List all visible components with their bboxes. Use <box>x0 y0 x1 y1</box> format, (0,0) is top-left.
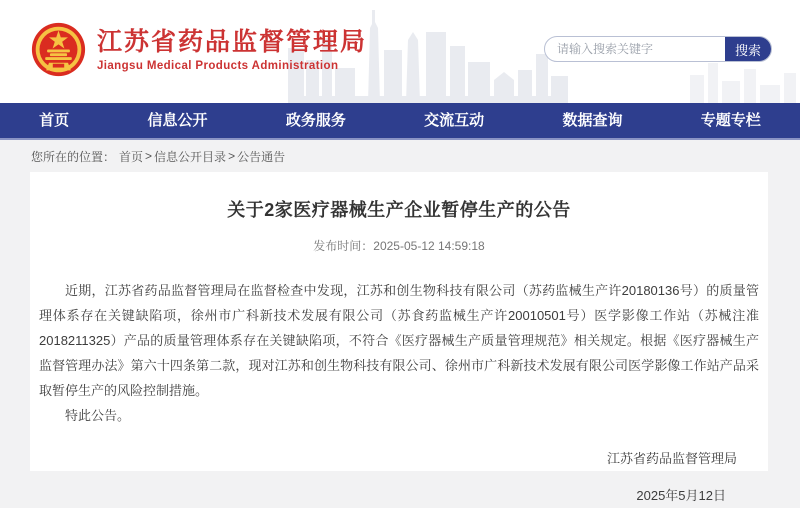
signature-org: 江苏省药品监督管理局 <box>606 451 737 466</box>
article-card <box>30 172 768 503</box>
national-emblem-logo <box>30 21 87 78</box>
signature-date: 2025年5月12日 <box>636 488 726 503</box>
site-brand[interactable] <box>30 21 367 78</box>
breadcrumb-link-info-directory[interactable]: 信息公开目录 <box>154 149 227 164</box>
nav-item-interaction[interactable]: 交流互动 <box>424 112 485 129</box>
main-nav <box>0 103 800 140</box>
nav-item-info-disclosure[interactable]: 信息公开 <box>147 112 208 129</box>
site-title-en: Jiangsu Medical Products Administration <box>97 60 339 72</box>
site-header <box>0 0 800 103</box>
breadcrumb-separator: > <box>145 149 153 163</box>
publish-time: 发布时间：2025-05-12 14:59:18 <box>313 239 485 253</box>
site-search <box>544 36 772 62</box>
breadcrumb-prefix: 您所在的位置： <box>31 149 116 164</box>
article-title: 关于2家医疗器械生产企业暂停生产的公告 <box>227 200 571 220</box>
search-button[interactable]: 搜索 <box>725 37 771 61</box>
article-paragraph: 特此公告。 <box>65 408 131 423</box>
nav-item-home[interactable]: 首页 <box>39 112 70 129</box>
article-body <box>39 278 759 428</box>
site-title-cn: 江苏省药品监督管理局 <box>97 28 368 56</box>
breadcrumb <box>0 140 800 172</box>
city-skyline-watermark-right <box>690 55 800 103</box>
nav-item-special-topics[interactable]: 专题专栏 <box>700 112 761 129</box>
site-title-block <box>97 27 367 72</box>
article-paragraph: 近期，江苏省药品监督管理局在监督检查中发现，江苏和创生物科技有限公司（苏药监械生产许20180136号）的质量管理体系存在关键缺陷项，徐州市广科新技术发展有限公司（苏食药监械生产许20010501号）医学影像工作站（苏械注准2018211325）产品的质量管理体系存在关键缺陷项，不符合《医疗器械生产质量管理规范》相关规定。根据《医疗器械生产监督管理办法》第六十四条第二款，现对江苏和创生物科技有限公司、徐州市广科新技术发展有限公司医学影像工作站产品采取暂停生产的风险控制措施。 <box>39 283 759 398</box>
search-input[interactable] <box>545 37 725 61</box>
breadcrumb-link-announcements[interactable]: 公告通告 <box>237 149 286 164</box>
nav-item-gov-services[interactable]: 政务服务 <box>285 112 346 129</box>
breadcrumb-link-home[interactable]: 首页 <box>119 149 144 164</box>
nav-item-data-query[interactable]: 数据查询 <box>562 112 623 129</box>
breadcrumb-separator: > <box>228 149 236 163</box>
